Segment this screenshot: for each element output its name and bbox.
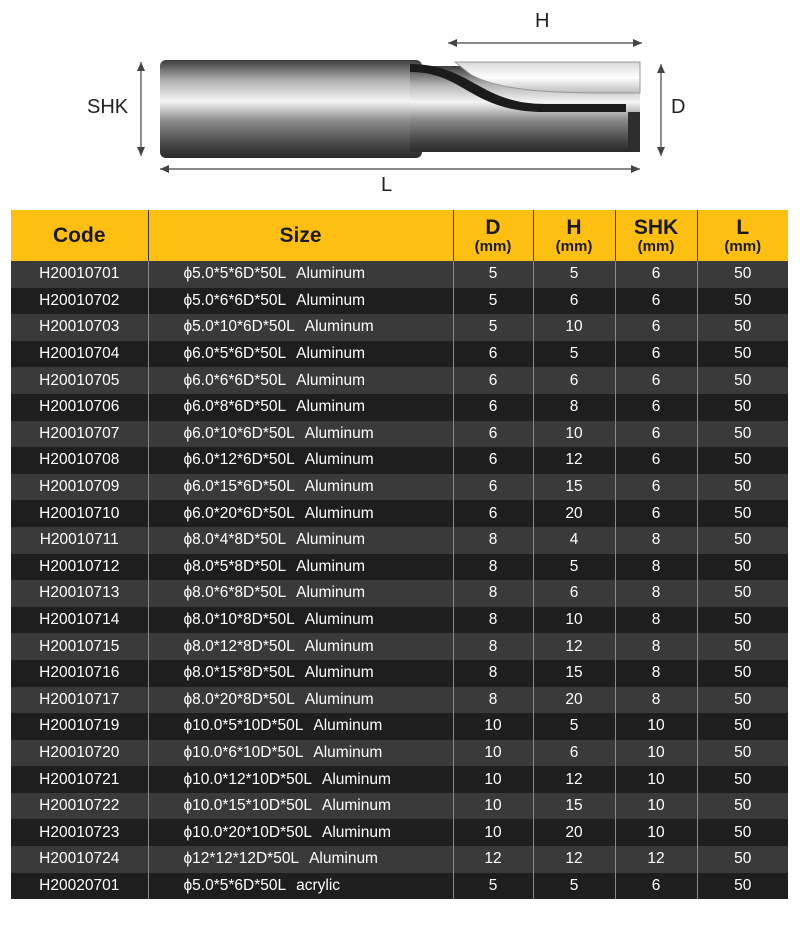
material-value: Aluminum: [321, 770, 391, 788]
material-value: Aluminum: [296, 398, 366, 416]
h-cell: 15: [533, 660, 615, 687]
size-value: ϕ6.0*15*6D*50L: [183, 478, 295, 496]
size-cell: [148, 554, 453, 581]
shk-cell: 10: [615, 819, 697, 846]
header-d-unit: (mm): [474, 237, 512, 255]
l-arrow-left: [160, 165, 169, 173]
d-cell: 6: [453, 500, 533, 527]
size-value: ϕ6.0*6*6D*50L: [183, 371, 287, 389]
l-cell: 50: [697, 660, 788, 687]
size-value: ϕ8.0*15*8D*50L: [183, 664, 295, 682]
table-row: [11, 740, 788, 767]
shk-cell: 10: [615, 740, 697, 767]
material-value: Aluminum: [304, 504, 374, 522]
table-row: [11, 687, 788, 714]
table-body: [11, 261, 788, 899]
spec-table: [11, 210, 788, 899]
size-cell: [148, 713, 453, 740]
shk-cell: 6: [615, 288, 697, 315]
d-cell: 12: [453, 846, 533, 873]
h-cell: 6: [533, 288, 615, 315]
h-cell: 5: [533, 554, 615, 581]
size-value: ϕ5.0*10*6D*50L: [183, 318, 295, 336]
h-cell: 20: [533, 819, 615, 846]
material-value: Aluminum: [296, 265, 366, 283]
shk-cell: 6: [615, 341, 697, 368]
header-size: Size: [148, 210, 453, 261]
material-value: Aluminum: [296, 557, 366, 575]
l-cell: 50: [697, 819, 788, 846]
shk-cell: 6: [615, 474, 697, 501]
code-cell: H20010703: [11, 314, 148, 341]
shk-cell: 6: [615, 447, 697, 474]
header-h-label: H: [566, 215, 582, 239]
material-value: Aluminum: [296, 371, 366, 389]
size-cell: [148, 846, 453, 873]
size-value: ϕ10.0*20*10D*50L: [183, 823, 312, 841]
code-cell: H20010709: [11, 474, 148, 501]
size-value: ϕ8.0*6*8D*50L: [183, 584, 287, 602]
size-cell: [148, 873, 453, 900]
size-value: ϕ6.0*8*6D*50L: [183, 398, 287, 416]
h-cell: 10: [533, 421, 615, 448]
material-value: Aluminum: [296, 345, 366, 363]
material-value: Aluminum: [296, 531, 366, 549]
size-value: ϕ6.0*10*6D*50L: [183, 424, 295, 442]
size-cell: [148, 527, 453, 554]
shk-cell: 10: [615, 766, 697, 793]
material-value: Aluminum: [304, 611, 374, 629]
material-value: Aluminum: [309, 850, 378, 868]
shk-cell: 8: [615, 527, 697, 554]
l-cell: 50: [697, 846, 788, 873]
header-d: [453, 210, 533, 261]
size-value: ϕ8.0*12*8D*50L: [183, 637, 295, 655]
size-cell: [148, 607, 453, 634]
shk-cell: 8: [615, 633, 697, 660]
shk-cell: 6: [615, 394, 697, 421]
h-cell: 6: [533, 740, 615, 767]
code-cell: H20010716: [11, 660, 148, 687]
table-row: [11, 580, 788, 607]
d-cell: 6: [453, 394, 533, 421]
material-value: acrylic: [296, 876, 341, 894]
h-cell: 12: [533, 633, 615, 660]
code-cell: H20010724: [11, 846, 148, 873]
material-value: Aluminum: [304, 318, 374, 336]
material-value: Aluminum: [304, 478, 374, 496]
size-cell: [148, 314, 453, 341]
size-value: ϕ5.0*5*6D*50L: [183, 265, 287, 283]
h-cell: 15: [533, 793, 615, 820]
shk-dimension-label: SHK: [87, 96, 129, 118]
l-cell: 50: [697, 367, 788, 394]
table-row: [11, 607, 788, 634]
shk-cell: 8: [615, 607, 697, 634]
table-row: [11, 421, 788, 448]
size-value: ϕ6.0*12*6D*50L: [183, 451, 295, 469]
l-cell: 50: [697, 341, 788, 368]
size-value: ϕ12*12*12D*50L: [183, 850, 300, 868]
table-row: [11, 474, 788, 501]
size-value: ϕ5.0*6*6D*50L: [183, 291, 287, 309]
tool-diagram: [0, 0, 800, 205]
l-cell: 50: [697, 261, 788, 288]
size-cell: [148, 367, 453, 394]
size-value: ϕ10.0*12*10D*50L: [183, 770, 312, 788]
size-value: ϕ10.0*6*10D*50L: [183, 743, 304, 761]
h-cell: 20: [533, 687, 615, 714]
size-cell: [148, 633, 453, 660]
d-cell: 10: [453, 713, 533, 740]
material-value: Aluminum: [296, 584, 366, 602]
header-l-unit: (mm): [724, 237, 762, 255]
table-row: [11, 846, 788, 873]
table-row: [11, 660, 788, 687]
table-row: [11, 447, 788, 474]
shank-shape: [160, 60, 422, 158]
d-cell: 10: [453, 793, 533, 820]
shk-cell: 8: [615, 554, 697, 581]
d-dimension-label: D: [671, 96, 686, 118]
table-row: [11, 394, 788, 421]
d-cell: 10: [453, 740, 533, 767]
d-cell: 8: [453, 580, 533, 607]
material-value: Aluminum: [304, 637, 374, 655]
size-value: ϕ6.0*5*6D*50L: [183, 345, 287, 363]
size-value: ϕ8.0*20*8D*50L: [183, 690, 295, 708]
code-cell: H20010702: [11, 288, 148, 315]
code-cell: H20010712: [11, 554, 148, 581]
h-cell: 20: [533, 500, 615, 527]
h-arrow-right: [633, 39, 642, 47]
material-value: Aluminum: [304, 664, 374, 682]
h-arrow-left: [448, 39, 457, 47]
code-cell: H20010708: [11, 447, 148, 474]
l-cell: 50: [697, 873, 788, 900]
shk-arrow-bottom: [137, 147, 145, 156]
table-row: [11, 314, 788, 341]
d-cell: 6: [453, 367, 533, 394]
table-row: [11, 288, 788, 315]
table-row: [11, 766, 788, 793]
h-cell: 5: [533, 341, 615, 368]
size-cell: [148, 740, 453, 767]
shk-cell: 6: [615, 873, 697, 900]
shk-cell: 12: [615, 846, 697, 873]
d-cell: 10: [453, 766, 533, 793]
table-row: [11, 873, 788, 900]
code-cell: H20010720: [11, 740, 148, 767]
code-cell: H20020701: [11, 873, 148, 900]
l-cell: 50: [697, 288, 788, 315]
d-cell: 5: [453, 288, 533, 315]
table-row: [11, 367, 788, 394]
l-cell: 50: [697, 500, 788, 527]
tip-edge-shape: [628, 112, 640, 152]
size-cell: [148, 288, 453, 315]
shk-cell: 8: [615, 687, 697, 714]
h-cell: 12: [533, 846, 615, 873]
code-cell: H20010713: [11, 580, 148, 607]
material-value: Aluminum: [321, 797, 391, 815]
header-l: [697, 210, 788, 261]
d-cell: 6: [453, 341, 533, 368]
shk-cell: 10: [615, 713, 697, 740]
material-value: Aluminum: [321, 823, 391, 841]
size-cell: [148, 687, 453, 714]
d-cell: 8: [453, 527, 533, 554]
h-cell: 5: [533, 713, 615, 740]
size-cell: [148, 394, 453, 421]
size-value: ϕ8.0*5*8D*50L: [183, 557, 287, 575]
header-d-label: D: [485, 215, 501, 239]
h-cell: 6: [533, 580, 615, 607]
size-cell: [148, 766, 453, 793]
l-cell: 50: [697, 474, 788, 501]
code-cell: H20010715: [11, 633, 148, 660]
table-row: [11, 713, 788, 740]
code-cell: H20010704: [11, 341, 148, 368]
table-row: [11, 527, 788, 554]
shk-cell: 6: [615, 314, 697, 341]
h-cell: 5: [533, 261, 615, 288]
l-cell: 50: [697, 447, 788, 474]
header-code: Code: [11, 210, 148, 261]
l-cell: 50: [697, 607, 788, 634]
code-cell: H20010714: [11, 607, 148, 634]
h-cell: 5: [533, 873, 615, 900]
size-cell: [148, 500, 453, 527]
d-cell: 8: [453, 554, 533, 581]
header-h: [533, 210, 615, 261]
size-cell: [148, 580, 453, 607]
code-cell: H20010701: [11, 261, 148, 288]
h-cell: 10: [533, 607, 615, 634]
header-shk: [615, 210, 697, 261]
table-row: [11, 793, 788, 820]
l-dimension-label: L: [381, 174, 393, 196]
material-value: Aluminum: [304, 690, 374, 708]
size-cell: [148, 341, 453, 368]
h-dimension-label: H: [535, 10, 550, 32]
code-cell: H20010722: [11, 793, 148, 820]
h-cell: 12: [533, 447, 615, 474]
l-arrow-right: [631, 165, 640, 173]
shk-cell: 8: [615, 580, 697, 607]
code-cell: H20010705: [11, 367, 148, 394]
size-value: ϕ10.0*15*10D*50L: [183, 797, 312, 815]
h-cell: 6: [533, 367, 615, 394]
size-cell: [148, 793, 453, 820]
table-header: [11, 210, 788, 261]
d-arrow-top: [657, 64, 665, 73]
size-cell: [148, 447, 453, 474]
header-shk-unit: (mm): [637, 237, 675, 255]
h-cell: 12: [533, 766, 615, 793]
header-l-label: L: [736, 215, 750, 239]
d-cell: 8: [453, 660, 533, 687]
d-cell: 5: [453, 261, 533, 288]
code-cell: H20010710: [11, 500, 148, 527]
d-cell: 8: [453, 687, 533, 714]
code-cell: H20010706: [11, 394, 148, 421]
l-cell: 50: [697, 527, 788, 554]
code-cell: H20010707: [11, 421, 148, 448]
d-cell: 8: [453, 633, 533, 660]
l-cell: 50: [697, 633, 788, 660]
l-cell: 50: [697, 554, 788, 581]
size-cell: [148, 474, 453, 501]
l-cell: 50: [697, 740, 788, 767]
code-cell: H20010719: [11, 713, 148, 740]
d-cell: 5: [453, 873, 533, 900]
l-cell: 50: [697, 687, 788, 714]
table-row: [11, 633, 788, 660]
table-row: [11, 554, 788, 581]
shk-arrow-top: [137, 62, 145, 71]
size-cell: [148, 819, 453, 846]
h-cell: 15: [533, 474, 615, 501]
l-cell: 50: [697, 314, 788, 341]
code-cell: H20010711: [11, 527, 148, 554]
d-cell: 6: [453, 447, 533, 474]
size-value: ϕ10.0*5*10D*50L: [183, 717, 304, 735]
shk-cell: 6: [615, 261, 697, 288]
l-cell: 50: [697, 793, 788, 820]
size-cell: [148, 421, 453, 448]
size-cell: [148, 660, 453, 687]
l-cell: 50: [697, 713, 788, 740]
d-cell: 6: [453, 421, 533, 448]
material-value: Aluminum: [313, 743, 383, 761]
d-cell: 10: [453, 819, 533, 846]
l-cell: 50: [697, 766, 788, 793]
table-row: [11, 341, 788, 368]
table-row: [11, 500, 788, 527]
l-cell: 50: [697, 394, 788, 421]
material-value: Aluminum: [296, 291, 366, 309]
code-cell: H20010721: [11, 766, 148, 793]
material-value: Aluminum: [304, 451, 374, 469]
size-value: ϕ6.0*20*6D*50L: [183, 504, 295, 522]
d-cell: 5: [453, 314, 533, 341]
header-h-unit: (mm): [555, 237, 593, 255]
size-value: ϕ8.0*10*8D*50L: [183, 611, 295, 629]
shk-cell: 8: [615, 660, 697, 687]
h-cell: 8: [533, 394, 615, 421]
l-cell: 50: [697, 580, 788, 607]
shk-cell: 6: [615, 500, 697, 527]
code-cell: H20010723: [11, 819, 148, 846]
h-cell: 4: [533, 527, 615, 554]
shk-cell: 6: [615, 367, 697, 394]
size-cell: [148, 261, 453, 288]
table-row: [11, 261, 788, 288]
material-value: Aluminum: [313, 717, 383, 735]
l-cell: 50: [697, 421, 788, 448]
table-row: [11, 819, 788, 846]
shk-cell: 6: [615, 421, 697, 448]
header-row: [11, 210, 788, 261]
d-arrow-bottom: [657, 147, 665, 156]
size-value: ϕ8.0*4*8D*50L: [183, 531, 287, 549]
shk-cell: 10: [615, 793, 697, 820]
h-cell: 10: [533, 314, 615, 341]
size-value: ϕ5.0*5*6D*50L: [183, 876, 287, 894]
code-cell: H20010717: [11, 687, 148, 714]
d-cell: 8: [453, 607, 533, 634]
d-cell: 6: [453, 474, 533, 501]
header-shk-label: SHK: [633, 215, 679, 239]
material-value: Aluminum: [304, 424, 374, 442]
